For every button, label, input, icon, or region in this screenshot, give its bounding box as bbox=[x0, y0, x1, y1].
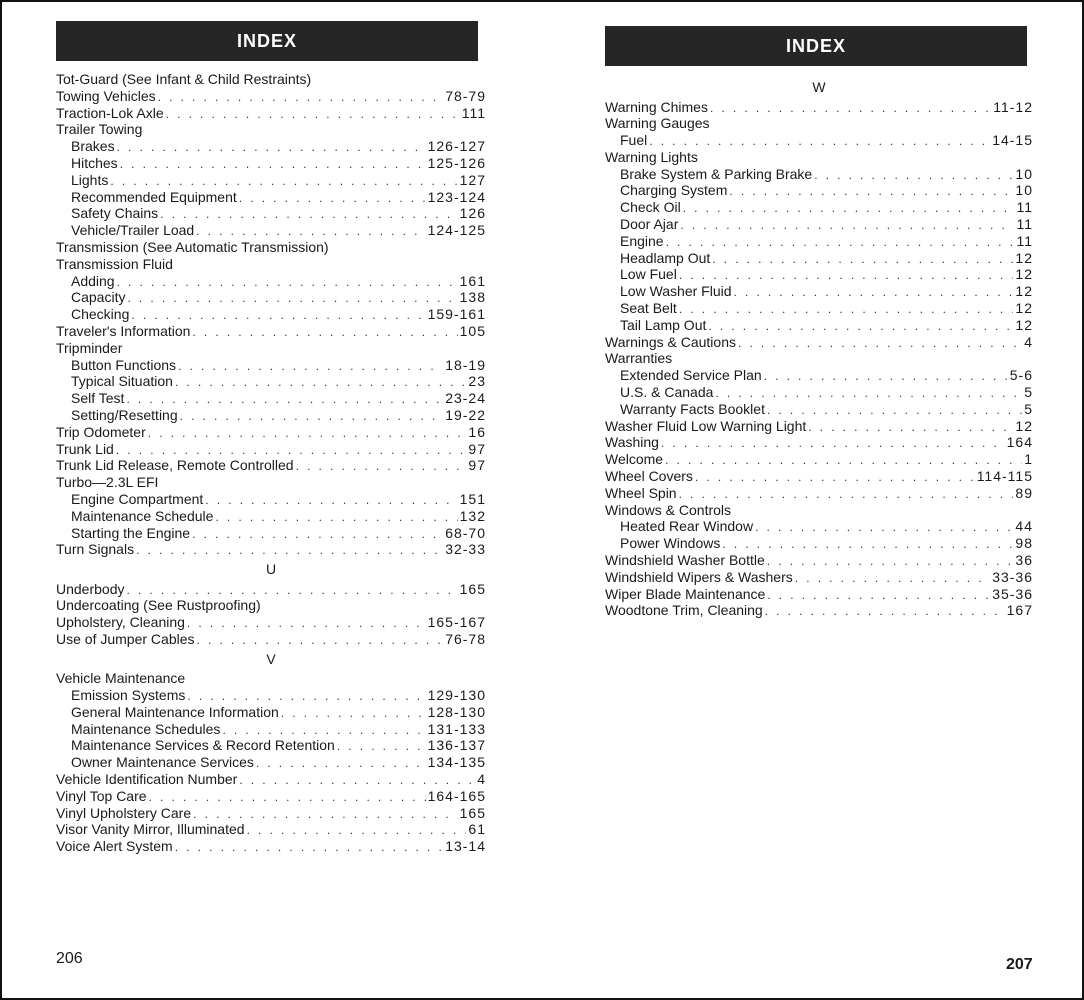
index-subentry bbox=[56, 491, 486, 508]
entry-page-ref: 5 bbox=[1024, 384, 1033, 401]
entry-page-ref: 11 bbox=[1016, 199, 1033, 216]
entry-page-ref: 136-137 bbox=[427, 737, 486, 754]
dot-leader bbox=[666, 234, 1015, 251]
entry-label: Underbody bbox=[56, 580, 125, 597]
dot-leader bbox=[222, 722, 425, 739]
entry-page-ref: 124-125 bbox=[427, 222, 486, 239]
dot-leader bbox=[814, 167, 1013, 184]
dot-leader bbox=[148, 425, 467, 442]
entry-label: Transmission (See Automatic Transmission) bbox=[56, 238, 329, 255]
index-entry bbox=[56, 88, 486, 105]
index-subentry bbox=[56, 373, 486, 390]
entry-page-ref: 134-135 bbox=[427, 754, 486, 771]
index-entry bbox=[605, 434, 1033, 451]
entry-label: Button Functions bbox=[71, 356, 177, 373]
index-subentry bbox=[605, 216, 1033, 233]
section-letter: W bbox=[812, 79, 826, 95]
index-subentry bbox=[605, 132, 1033, 149]
dot-leader bbox=[795, 570, 990, 587]
index-subentry bbox=[56, 737, 486, 754]
index-entry bbox=[56, 121, 486, 138]
index-subentry bbox=[56, 289, 486, 306]
index-entry bbox=[605, 485, 1033, 502]
dot-leader bbox=[136, 542, 443, 559]
entry-label: Upholstery, Cleaning bbox=[56, 614, 185, 631]
entry-label: Towing Vehicles bbox=[56, 87, 156, 104]
index-entry bbox=[56, 821, 486, 838]
entry-page-ref: 12 bbox=[1015, 283, 1033, 300]
entry-page-ref: 36 bbox=[1015, 552, 1033, 569]
entry-label: Vinyl Upholstery Care bbox=[56, 804, 192, 821]
entry-label: Warning Lights bbox=[605, 148, 698, 165]
entry-label: Safety Chains bbox=[71, 205, 159, 222]
entry-label: Windows & Controls bbox=[605, 501, 732, 518]
entry-label: Heated Rear Window bbox=[620, 518, 754, 535]
dot-leader bbox=[679, 486, 1014, 503]
index-entry bbox=[56, 541, 486, 558]
entry-page-ref: 33-36 bbox=[992, 568, 1033, 585]
dot-leader bbox=[710, 100, 991, 117]
entry-page-ref: 165-167 bbox=[427, 614, 486, 631]
dot-leader bbox=[160, 206, 457, 223]
dot-leader bbox=[755, 519, 1013, 536]
entry-label: Tot-Guard (See Infant & Child Restraints) bbox=[56, 71, 312, 87]
entry-label: Engine bbox=[620, 232, 664, 249]
dot-leader bbox=[126, 391, 443, 408]
entry-page-ref: 164 bbox=[1006, 434, 1033, 451]
dot-leader bbox=[729, 183, 1013, 200]
entry-page-ref: 23 bbox=[468, 373, 486, 390]
dot-leader bbox=[680, 217, 1014, 234]
entry-label: Transmission Fluid bbox=[56, 255, 173, 272]
entry-page-ref: 1 bbox=[1024, 451, 1033, 468]
entry-label: General Maintenance Information bbox=[71, 703, 279, 720]
dot-leader bbox=[187, 688, 425, 705]
dot-leader bbox=[215, 509, 457, 526]
dot-leader bbox=[765, 603, 1005, 620]
dot-leader bbox=[131, 307, 425, 324]
entry-label: Maintenance Schedule bbox=[71, 507, 214, 524]
dot-leader bbox=[649, 133, 990, 150]
index-subentry bbox=[605, 166, 1033, 183]
entry-label: Vehicle Identification Number bbox=[56, 771, 238, 788]
dot-leader bbox=[738, 335, 1022, 352]
entry-label: Low Washer Fluid bbox=[620, 283, 732, 300]
dot-leader bbox=[665, 452, 1022, 469]
index-subentry bbox=[56, 273, 486, 290]
index-subentry bbox=[56, 172, 486, 189]
entry-label: Vehicle/Trailer Load bbox=[71, 222, 195, 239]
entry-page-ref: 12 bbox=[1015, 266, 1033, 283]
entry-label: Wheel Spin bbox=[605, 484, 677, 501]
entry-label: Windshield Wipers & Washers bbox=[605, 568, 793, 585]
index-subentry bbox=[605, 199, 1033, 216]
entry-label: Checking bbox=[71, 306, 130, 323]
entry-label: Warranties bbox=[605, 350, 673, 367]
entry-label: Check Oil bbox=[620, 199, 681, 216]
entry-page-ref: 12 bbox=[1015, 249, 1033, 266]
dot-leader bbox=[110, 173, 457, 190]
dot-leader bbox=[679, 301, 1014, 318]
index-entry bbox=[56, 805, 486, 822]
entry-page-ref: 125-126 bbox=[427, 154, 486, 171]
index-entry bbox=[605, 149, 1033, 166]
entry-page-ref: 44 bbox=[1015, 518, 1033, 535]
index-entry bbox=[56, 771, 486, 788]
index-subentry bbox=[56, 357, 486, 374]
entry-label: Starting the Engine bbox=[71, 524, 191, 541]
entry-page-ref: 13-14 bbox=[445, 838, 486, 855]
index-subentry bbox=[56, 687, 486, 704]
index-entry bbox=[56, 441, 486, 458]
dot-leader bbox=[281, 705, 426, 722]
entry-label: Adding bbox=[71, 272, 115, 289]
entry-page-ref: 105 bbox=[459, 322, 486, 339]
entry-page-ref: 128-130 bbox=[427, 703, 486, 720]
entry-page-ref: 164-165 bbox=[427, 787, 486, 804]
index-entry bbox=[605, 586, 1033, 603]
entry-page-ref: 129-130 bbox=[427, 687, 486, 704]
entry-page-ref: 23-24 bbox=[445, 390, 486, 407]
index-entry bbox=[56, 340, 486, 357]
dot-leader bbox=[764, 368, 1008, 385]
dot-leader bbox=[239, 190, 426, 207]
entry-label: Washer Fluid Low Warning Light bbox=[605, 417, 807, 434]
dot-leader bbox=[239, 772, 475, 789]
entry-label: Charging System bbox=[620, 182, 728, 199]
section-letter: V bbox=[266, 650, 276, 667]
entry-page-ref: 4 bbox=[1024, 333, 1033, 350]
entry-label: Emission Systems bbox=[71, 687, 186, 704]
entry-page-ref: 138 bbox=[459, 289, 486, 306]
dot-leader bbox=[187, 615, 426, 632]
entry-page-ref: 151 bbox=[459, 490, 486, 507]
index-entry bbox=[56, 457, 486, 474]
entry-page-ref: 5-6 bbox=[1009, 367, 1033, 384]
index-entry bbox=[56, 474, 486, 491]
index-subentry bbox=[605, 283, 1033, 300]
entry-label: Trailer Towing bbox=[56, 121, 143, 138]
index-list bbox=[605, 76, 1033, 619]
entry-page-ref: 5 bbox=[1024, 400, 1033, 417]
entry-label: Brake System & Parking Brake bbox=[620, 165, 813, 182]
index-entry bbox=[56, 424, 486, 441]
entry-label: Voice Alert System bbox=[56, 838, 173, 855]
dot-leader bbox=[708, 318, 1013, 335]
section-letter: U bbox=[265, 561, 277, 578]
index-entry bbox=[56, 631, 486, 648]
dot-leader bbox=[127, 582, 458, 599]
index-subentry bbox=[605, 367, 1033, 384]
index-subentry bbox=[605, 233, 1033, 250]
entry-page-ref: 126 bbox=[459, 205, 486, 222]
index-entry bbox=[605, 99, 1033, 116]
entry-page-ref: 111 bbox=[461, 104, 486, 121]
index-subentry bbox=[56, 306, 486, 323]
entry-page-ref: 131-133 bbox=[427, 720, 486, 737]
entry-page-ref: 12 bbox=[1015, 316, 1033, 333]
entry-page-ref: 127 bbox=[459, 171, 486, 188]
dot-leader bbox=[166, 106, 460, 123]
dot-leader bbox=[192, 526, 443, 543]
entry-label: Washing bbox=[605, 434, 659, 451]
dot-leader bbox=[175, 374, 466, 391]
index-subentry bbox=[56, 704, 486, 721]
index-entry bbox=[605, 569, 1033, 586]
entry-label: Self Test bbox=[71, 390, 125, 407]
index-subentry bbox=[56, 525, 486, 542]
index-entry bbox=[56, 581, 486, 598]
entry-page-ref: 123-124 bbox=[427, 188, 486, 205]
index-entry bbox=[605, 602, 1033, 619]
index-entry bbox=[56, 239, 486, 256]
index-subentry bbox=[56, 222, 486, 239]
entry-page-ref: 161 bbox=[459, 272, 486, 289]
entry-label: Visor Vanity Mirror, Illuminated bbox=[56, 821, 245, 838]
entry-label: Maintenance Schedules bbox=[71, 720, 221, 737]
index-entry bbox=[56, 597, 486, 614]
index-subentry bbox=[605, 518, 1033, 535]
entry-label: Door Ajar bbox=[620, 216, 679, 233]
page-number: 207 bbox=[1006, 956, 1033, 973]
entry-page-ref: 126-127 bbox=[427, 138, 486, 155]
entry-page-ref: 35-36 bbox=[992, 585, 1033, 602]
entry-label: Turn Signals bbox=[56, 541, 135, 558]
entry-page-ref: 114-115 bbox=[976, 468, 1033, 485]
index-subentry bbox=[56, 189, 486, 206]
entry-label: Trunk Lid Release, Remote Controlled bbox=[56, 457, 294, 474]
dot-leader bbox=[117, 274, 458, 291]
entry-page-ref: 165 bbox=[459, 804, 486, 821]
dot-leader bbox=[193, 806, 458, 823]
entry-label: Low Fuel bbox=[620, 266, 677, 283]
dot-leader bbox=[695, 469, 975, 486]
entry-label: Undercoating (See Rustproofing) bbox=[56, 597, 261, 614]
dot-leader bbox=[205, 492, 457, 509]
dot-leader bbox=[683, 200, 1015, 217]
entry-label: Capacity bbox=[71, 289, 126, 306]
entry-page-ref: 12 bbox=[1015, 417, 1033, 434]
entry-label: Traction-Lok Axle bbox=[56, 104, 164, 121]
dot-leader bbox=[767, 553, 1014, 570]
dot-leader bbox=[180, 408, 444, 425]
entry-page-ref: 32-33 bbox=[445, 541, 486, 558]
entry-label: Turbo—2.3L EFI bbox=[56, 474, 159, 491]
index-entry bbox=[56, 614, 486, 631]
index-entry bbox=[605, 451, 1033, 468]
entry-label: Warning Chimes bbox=[605, 98, 708, 115]
entry-label: Welcome bbox=[605, 451, 664, 468]
entry-page-ref: 11-12 bbox=[993, 98, 1033, 115]
dot-leader bbox=[247, 822, 467, 839]
index-entry bbox=[56, 256, 486, 273]
index-subentry bbox=[56, 754, 486, 771]
page-number: 206 bbox=[56, 950, 83, 967]
entry-label: Warranty Facts Booklet bbox=[620, 400, 765, 417]
index-subentry bbox=[605, 300, 1033, 317]
index-subentry bbox=[605, 317, 1033, 334]
index-subentry bbox=[56, 205, 486, 222]
entry-page-ref: 19-22 bbox=[445, 406, 486, 423]
entry-page-ref: 61 bbox=[468, 821, 486, 838]
index-subentry bbox=[56, 721, 486, 738]
index-entry bbox=[605, 115, 1033, 132]
entry-page-ref: 4 bbox=[477, 771, 486, 788]
index-entry bbox=[56, 323, 486, 340]
index-entry bbox=[605, 502, 1033, 519]
dot-leader bbox=[149, 789, 426, 806]
index-subentry bbox=[605, 182, 1033, 199]
index-entry bbox=[56, 838, 486, 855]
index-subentry bbox=[56, 390, 486, 407]
entry-page-ref: 159-161 bbox=[427, 306, 486, 323]
entry-label: Fuel bbox=[620, 132, 648, 149]
entry-label: Trip Odometer bbox=[56, 423, 146, 440]
entry-page-ref: 97 bbox=[468, 440, 486, 457]
entry-page-ref: 98 bbox=[1015, 535, 1033, 552]
dot-leader bbox=[712, 251, 1013, 268]
index-subentry bbox=[605, 266, 1033, 283]
entry-page-ref: 10 bbox=[1015, 165, 1033, 182]
dot-leader bbox=[116, 442, 467, 459]
index-entry bbox=[56, 788, 486, 805]
index-header: INDEX bbox=[56, 21, 478, 61]
index-header: INDEX bbox=[605, 26, 1027, 66]
entry-label: Tripminder bbox=[56, 339, 123, 356]
entry-label: Headlamp Out bbox=[620, 249, 711, 266]
dot-leader bbox=[196, 223, 425, 240]
index-entry bbox=[605, 334, 1033, 351]
entry-label: Traveler's Information bbox=[56, 322, 191, 339]
entry-label: Windshield Washer Bottle bbox=[605, 552, 765, 569]
entry-label: Extended Service Plan bbox=[620, 367, 762, 384]
entry-label: Engine Compartment bbox=[71, 490, 204, 507]
dot-leader bbox=[722, 536, 1013, 553]
entry-page-ref: 167 bbox=[1006, 602, 1033, 619]
entry-label: Trunk Lid bbox=[56, 440, 114, 457]
dot-leader bbox=[192, 324, 457, 341]
index-entry bbox=[605, 552, 1033, 569]
index-entry bbox=[605, 350, 1033, 367]
entry-label: Warnings & Cautions bbox=[605, 333, 736, 350]
index-subentry bbox=[605, 401, 1033, 418]
index-entry bbox=[56, 71, 486, 88]
entry-label: Hitches bbox=[71, 154, 118, 171]
dot-leader bbox=[158, 89, 444, 106]
entry-label: Warning Gauges bbox=[605, 115, 710, 132]
index-subentry bbox=[56, 155, 486, 172]
entry-label: Use of Jumper Cables bbox=[56, 631, 195, 647]
dot-leader bbox=[808, 419, 1013, 436]
index-entry bbox=[56, 670, 486, 687]
dot-leader bbox=[337, 738, 426, 755]
dot-leader bbox=[117, 139, 426, 156]
entry-label: Brakes bbox=[71, 138, 115, 155]
dot-leader bbox=[175, 839, 443, 856]
entry-page-ref: 11 bbox=[1016, 232, 1033, 249]
dot-leader bbox=[120, 156, 426, 173]
entry-label: Seat Belt bbox=[620, 300, 677, 317]
entry-label: U.S. & Canada bbox=[620, 384, 714, 401]
entry-page-ref: 68-70 bbox=[445, 524, 486, 541]
index-entry bbox=[605, 418, 1033, 435]
dot-leader bbox=[178, 358, 443, 375]
index-entry bbox=[56, 105, 486, 122]
index-subentry bbox=[605, 250, 1033, 267]
entry-page-ref: 10 bbox=[1015, 182, 1033, 199]
entry-page-ref: 132 bbox=[459, 507, 486, 524]
entry-page-ref: 16 bbox=[468, 423, 486, 440]
entry-label: Setting/Resetting bbox=[71, 406, 178, 423]
entry-label: Wiper Blade Maintenance bbox=[605, 585, 766, 602]
dot-leader bbox=[734, 284, 1014, 301]
index-subentry bbox=[605, 535, 1033, 552]
entry-page-ref: 89 bbox=[1015, 484, 1033, 501]
index-subentry bbox=[56, 508, 486, 525]
entry-label: Tail Lamp Out bbox=[620, 316, 707, 333]
entry-label: Owner Maintenance Services bbox=[71, 754, 254, 771]
entry-page-ref: 14-15 bbox=[992, 132, 1033, 149]
dot-leader bbox=[715, 385, 1022, 402]
entry-page-ref: 12 bbox=[1015, 300, 1033, 317]
entry-label: Woodtone Trim, Cleaning bbox=[605, 602, 763, 619]
entry-label: Vinyl Top Care bbox=[56, 787, 147, 804]
dot-leader bbox=[197, 632, 444, 649]
entry-label: Power Windows bbox=[620, 535, 721, 552]
dot-leader bbox=[296, 458, 467, 475]
entry-label: Vehicle Maintenance bbox=[56, 670, 186, 687]
entry-page-ref: 18-19 bbox=[445, 356, 486, 373]
dot-leader bbox=[661, 435, 1005, 452]
entry-label: Lights bbox=[71, 171, 109, 188]
dot-leader bbox=[679, 267, 1014, 284]
dot-leader bbox=[767, 402, 1022, 419]
index-subentry bbox=[56, 407, 486, 424]
entry-label: Maintenance Services & Record Retention bbox=[71, 737, 335, 754]
index-list bbox=[56, 71, 486, 855]
dot-leader bbox=[127, 290, 457, 307]
entry-page-ref: 78-79 bbox=[445, 87, 486, 104]
index-subentry bbox=[56, 138, 486, 155]
dot-leader bbox=[767, 587, 990, 604]
entry-label: Typical Situation bbox=[71, 373, 173, 390]
entry-label: Wheel Covers bbox=[605, 468, 693, 485]
entry-label: Recommended Equipment bbox=[71, 188, 237, 205]
entry-page-ref: 76-78 bbox=[445, 631, 486, 647]
entry-page-ref: 165 bbox=[459, 580, 486, 597]
index-subentry bbox=[605, 384, 1033, 401]
entry-page-ref: 11 bbox=[1016, 216, 1033, 233]
index-entry bbox=[605, 468, 1033, 485]
entry-page-ref: 97 bbox=[468, 457, 486, 474]
dot-leader bbox=[256, 755, 426, 772]
